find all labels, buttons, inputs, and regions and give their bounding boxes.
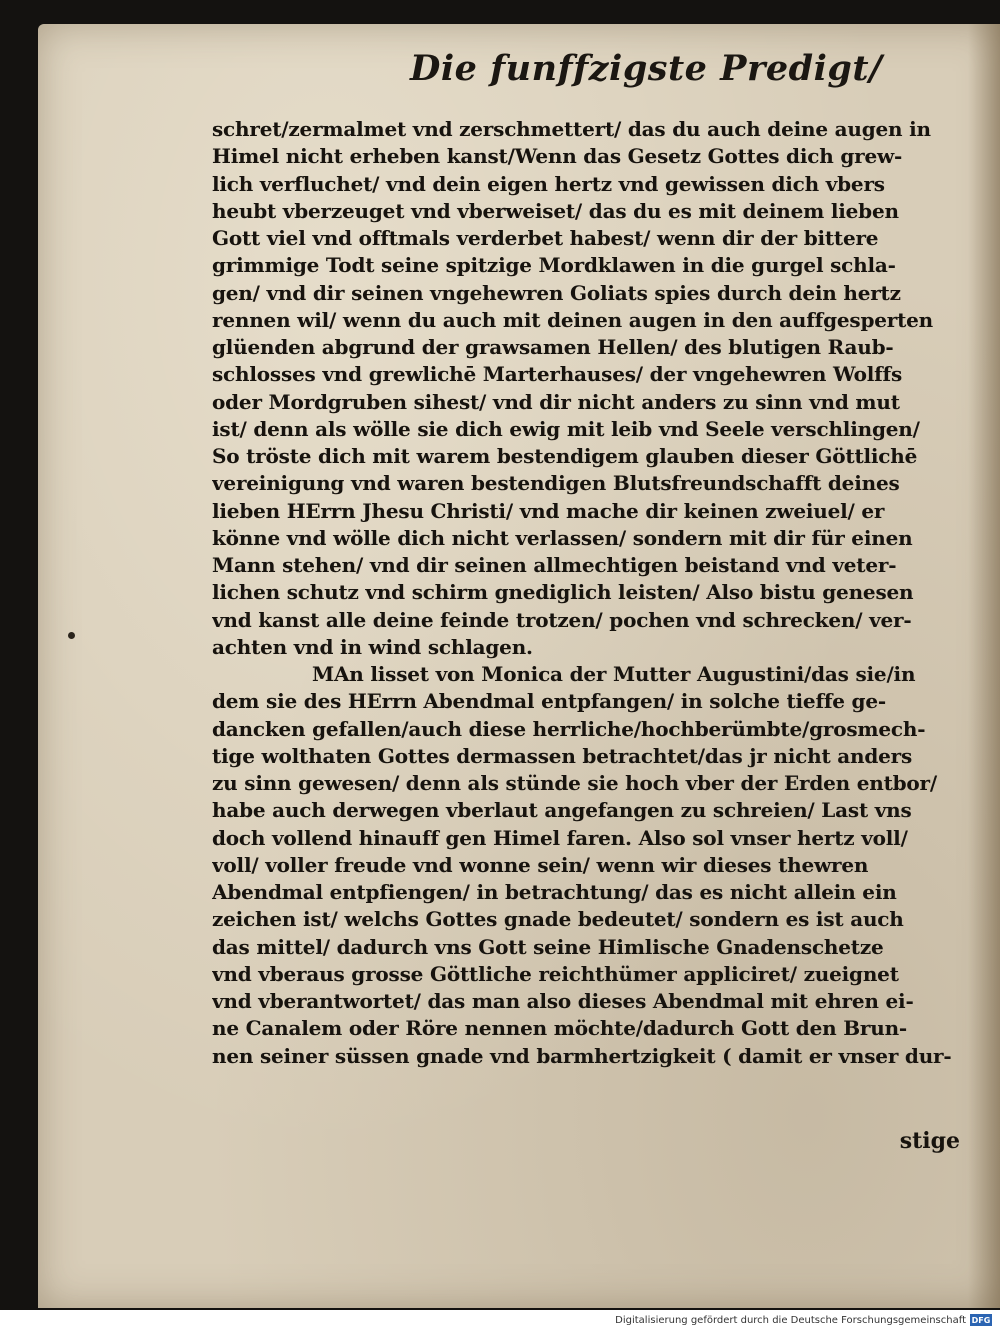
text-line: zeichen ist/ welchs Gottes gnade bedeutet/ sondern es ist auch <box>212 907 904 932</box>
text-line: heubt vberzeuget vnd vberweiset/ das du es mit deinem lieben <box>212 198 899 223</box>
text-line: vnd vberaus grosse Göttliche reichthümer appliciret/ zueignet <box>212 961 899 986</box>
text-line: Abendmal entpfiengen/ in betrachtung/ das es nicht allein ein <box>212 880 897 904</box>
text-line: dem sie des HErrn Abendmal entpfangen/ in solche tieffe ge- <box>212 689 886 714</box>
catchword: stige <box>899 1128 960 1154</box>
text-line: vnd kanst alle deine feinde trotzen/ pochen vnd schrecken/ ver- <box>212 607 912 632</box>
text-line: voll/ voller freude vnd wonne sein/ wenn wir dieses thewren <box>212 852 869 877</box>
text-line: dancken gefallen/auch diese herrliche/hochberümbte/grosmech- <box>212 716 926 741</box>
text-line: gen/ vnd dir seinen vngehewren Goliats spies durch dein hertz <box>212 280 901 305</box>
dfg-logo-text: DFG <box>971 1315 991 1325</box>
text-line: ne Canalem oder Röre nennen möchte/dadurch Gott den Brun- <box>212 1016 908 1041</box>
text-line: grimmige Todt seine spitzige Mordklawen in die gurgel schla- <box>212 253 896 278</box>
text-line: lichen schutz vnd schirm gnediglich leisten/ Also bistu genesen <box>212 580 914 605</box>
text-line: nen seiner süssen gnade vnd barmhertzigkeit ( damit er vnser dur- <box>212 1043 952 1068</box>
text-line: Gott viel vnd offtmals verderbet habest/ wenn dir der bittere <box>212 226 879 250</box>
footer-credit: Digitalisierung gefördert durch die Deutsche Forschungsgemeinschaft <box>615 1314 966 1326</box>
text-line: glüenden abgrund der grawsamen Hellen/ des blutigen Raub- <box>212 335 894 359</box>
text-line: das mittel/ dadurch vns Gott seine Himlische Gnadenschetze <box>212 934 884 959</box>
text-line: oder Mordgruben sihest/ vnd dir nicht anders zu sinn vnd mut <box>212 389 900 414</box>
text-line: doch vollend hinauff gen Himel faren. Also sol vnser hertz voll/ <box>212 825 908 850</box>
ink-blot <box>68 632 75 639</box>
dfg-logo <box>970 1314 992 1326</box>
text-line: vnd vberantwortet/ das man also dieses Abendmal mit ehren ei- <box>212 989 914 1013</box>
text-line: rennen wil/ wenn du auch mit deinen augen in den auffgesperten <box>212 307 933 332</box>
paragraph-start-line: MAn lisset von Monica der Mutter Augustini/das sie/in <box>312 662 916 686</box>
text-line: könne vnd wölle dich nicht verlassen/ sondern mit dir für einen <box>212 525 913 550</box>
text-line: lieben HErrn Jhesu Christi/ vnd mache dir keinen zweiuel/ er <box>212 498 885 523</box>
text-line: schlosses vnd grewlichē Marterhauses/ der vngehewren Wolffs <box>212 362 903 387</box>
page-heading: Die funffzigste Predigt/ <box>410 48 883 89</box>
text-line: schret/zermalmet vnd zerschmettert/ das du auch deine augen in <box>212 117 931 141</box>
text-line: achten vnd in wind schlagen. <box>212 634 533 659</box>
digitization-footer <box>0 1310 1000 1330</box>
text-line: So tröste dich mit warem bestendigem glauben dieser Göttlichē <box>212 444 918 468</box>
text-line: zu sinn gewesen/ denn als stünde sie hoch vber der Erden entbor/ <box>212 771 938 795</box>
text-line: ist/ denn als wölle sie dich ewig mit leib vnd Seele verschlingen/ <box>212 416 920 441</box>
text-line: vereinigung vnd waren bestendigen Blutsfreundschafft deines <box>212 471 900 496</box>
text-line: lich verfluchet/ vnd dein eigen hertz vnd gewissen dich vbers <box>212 171 885 196</box>
text-line: Mann stehen/ vnd dir seinen allmechtigen beistand vnd veter- <box>212 553 897 577</box>
text-line: tige wolthaten Gottes dermassen betrachtet/das jr nicht anders <box>212 743 913 768</box>
text-line: habe auch derwegen vberlaut angefangen zu schreien/ Last vns <box>212 798 912 823</box>
page-edge-shadow <box>968 24 1000 1308</box>
body-text <box>212 116 964 1070</box>
text-line: Himel nicht erheben kanst/Wenn das Gesetz Gottes dich grew- <box>212 144 903 169</box>
